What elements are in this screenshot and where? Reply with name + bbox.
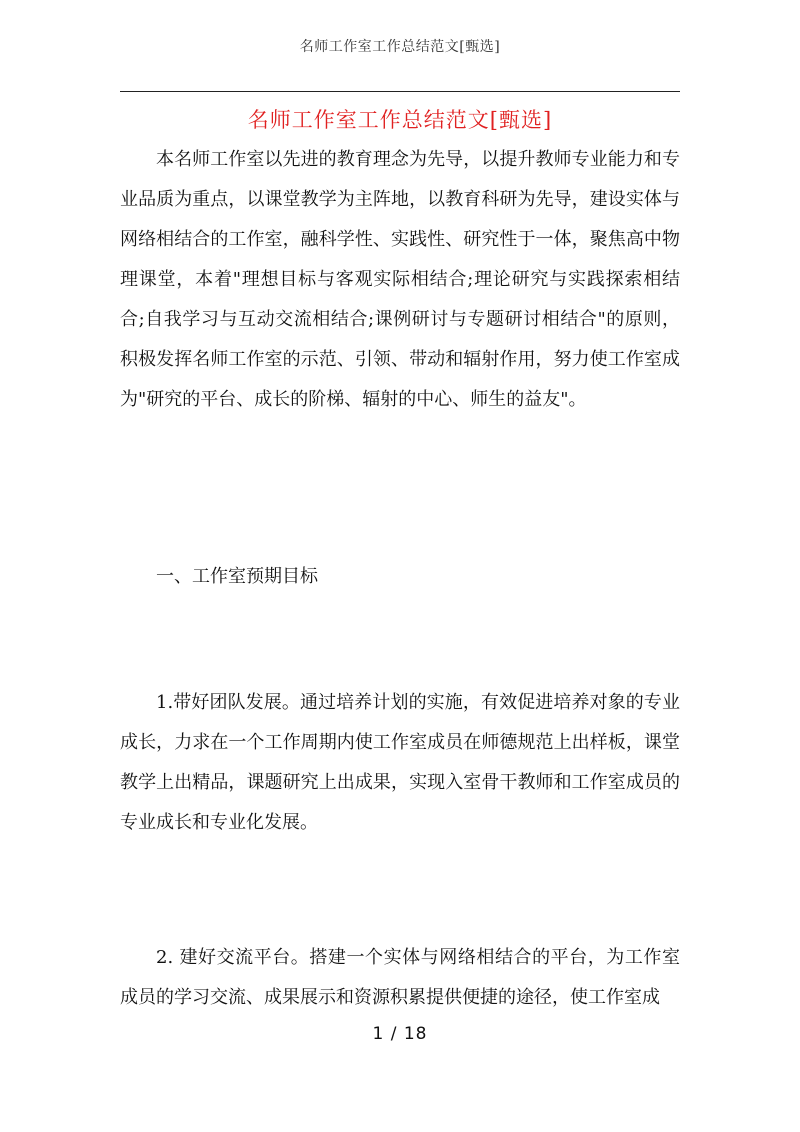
running-header: 名师工作室工作总结范文[甄选] bbox=[299, 39, 501, 55]
goal-item-2: 2. 建好交流平台。搭建一个实体与网络相结合的平台，为工作室成员的学习交流、成果展示和资源积累提供便捷的途径，使工作室成 bbox=[120, 947, 680, 1008]
goal-item-1: 1.带好团队发展。通过培养计划的实施，有效促进培养对象的专业成长，力求在一个工作周期内使工作室成员在师德规范上出样板，课堂教学上出精品，课题研究上出成果，实现入室骨干教师和工作室成员的专业成长和专业化发展。 bbox=[120, 692, 680, 833]
section-heading: 一、工作室预期目标 bbox=[156, 566, 318, 587]
page-indicator: 1 / 18 bbox=[372, 1024, 428, 1044]
intro-paragraph: 本名师工作室以先进的教育理念为先导，以提升教师专业能力和专业品质为重点，以课堂教学为主阵地，以教育科研为先导，建设实体与网络相结合的工作室，融科学性、实践性、研究性于一体，聚焦高中物理课堂，本着"理想目标与客观实际相结合;理论研究与实践探索相结合;自我学习与互动交流相结合;课例研讨与专题研讨相结合"的原则，积极发挥名师工作室的示范、引领、带动和辐射作用，努力使工作室成为"研究的平台、成长的阶梯、辐射的中心、师生的益友"。 bbox=[120, 149, 680, 410]
header-divider bbox=[120, 91, 680, 92]
document-title: 名师工作室工作总结范文[甄选] bbox=[247, 108, 553, 132]
